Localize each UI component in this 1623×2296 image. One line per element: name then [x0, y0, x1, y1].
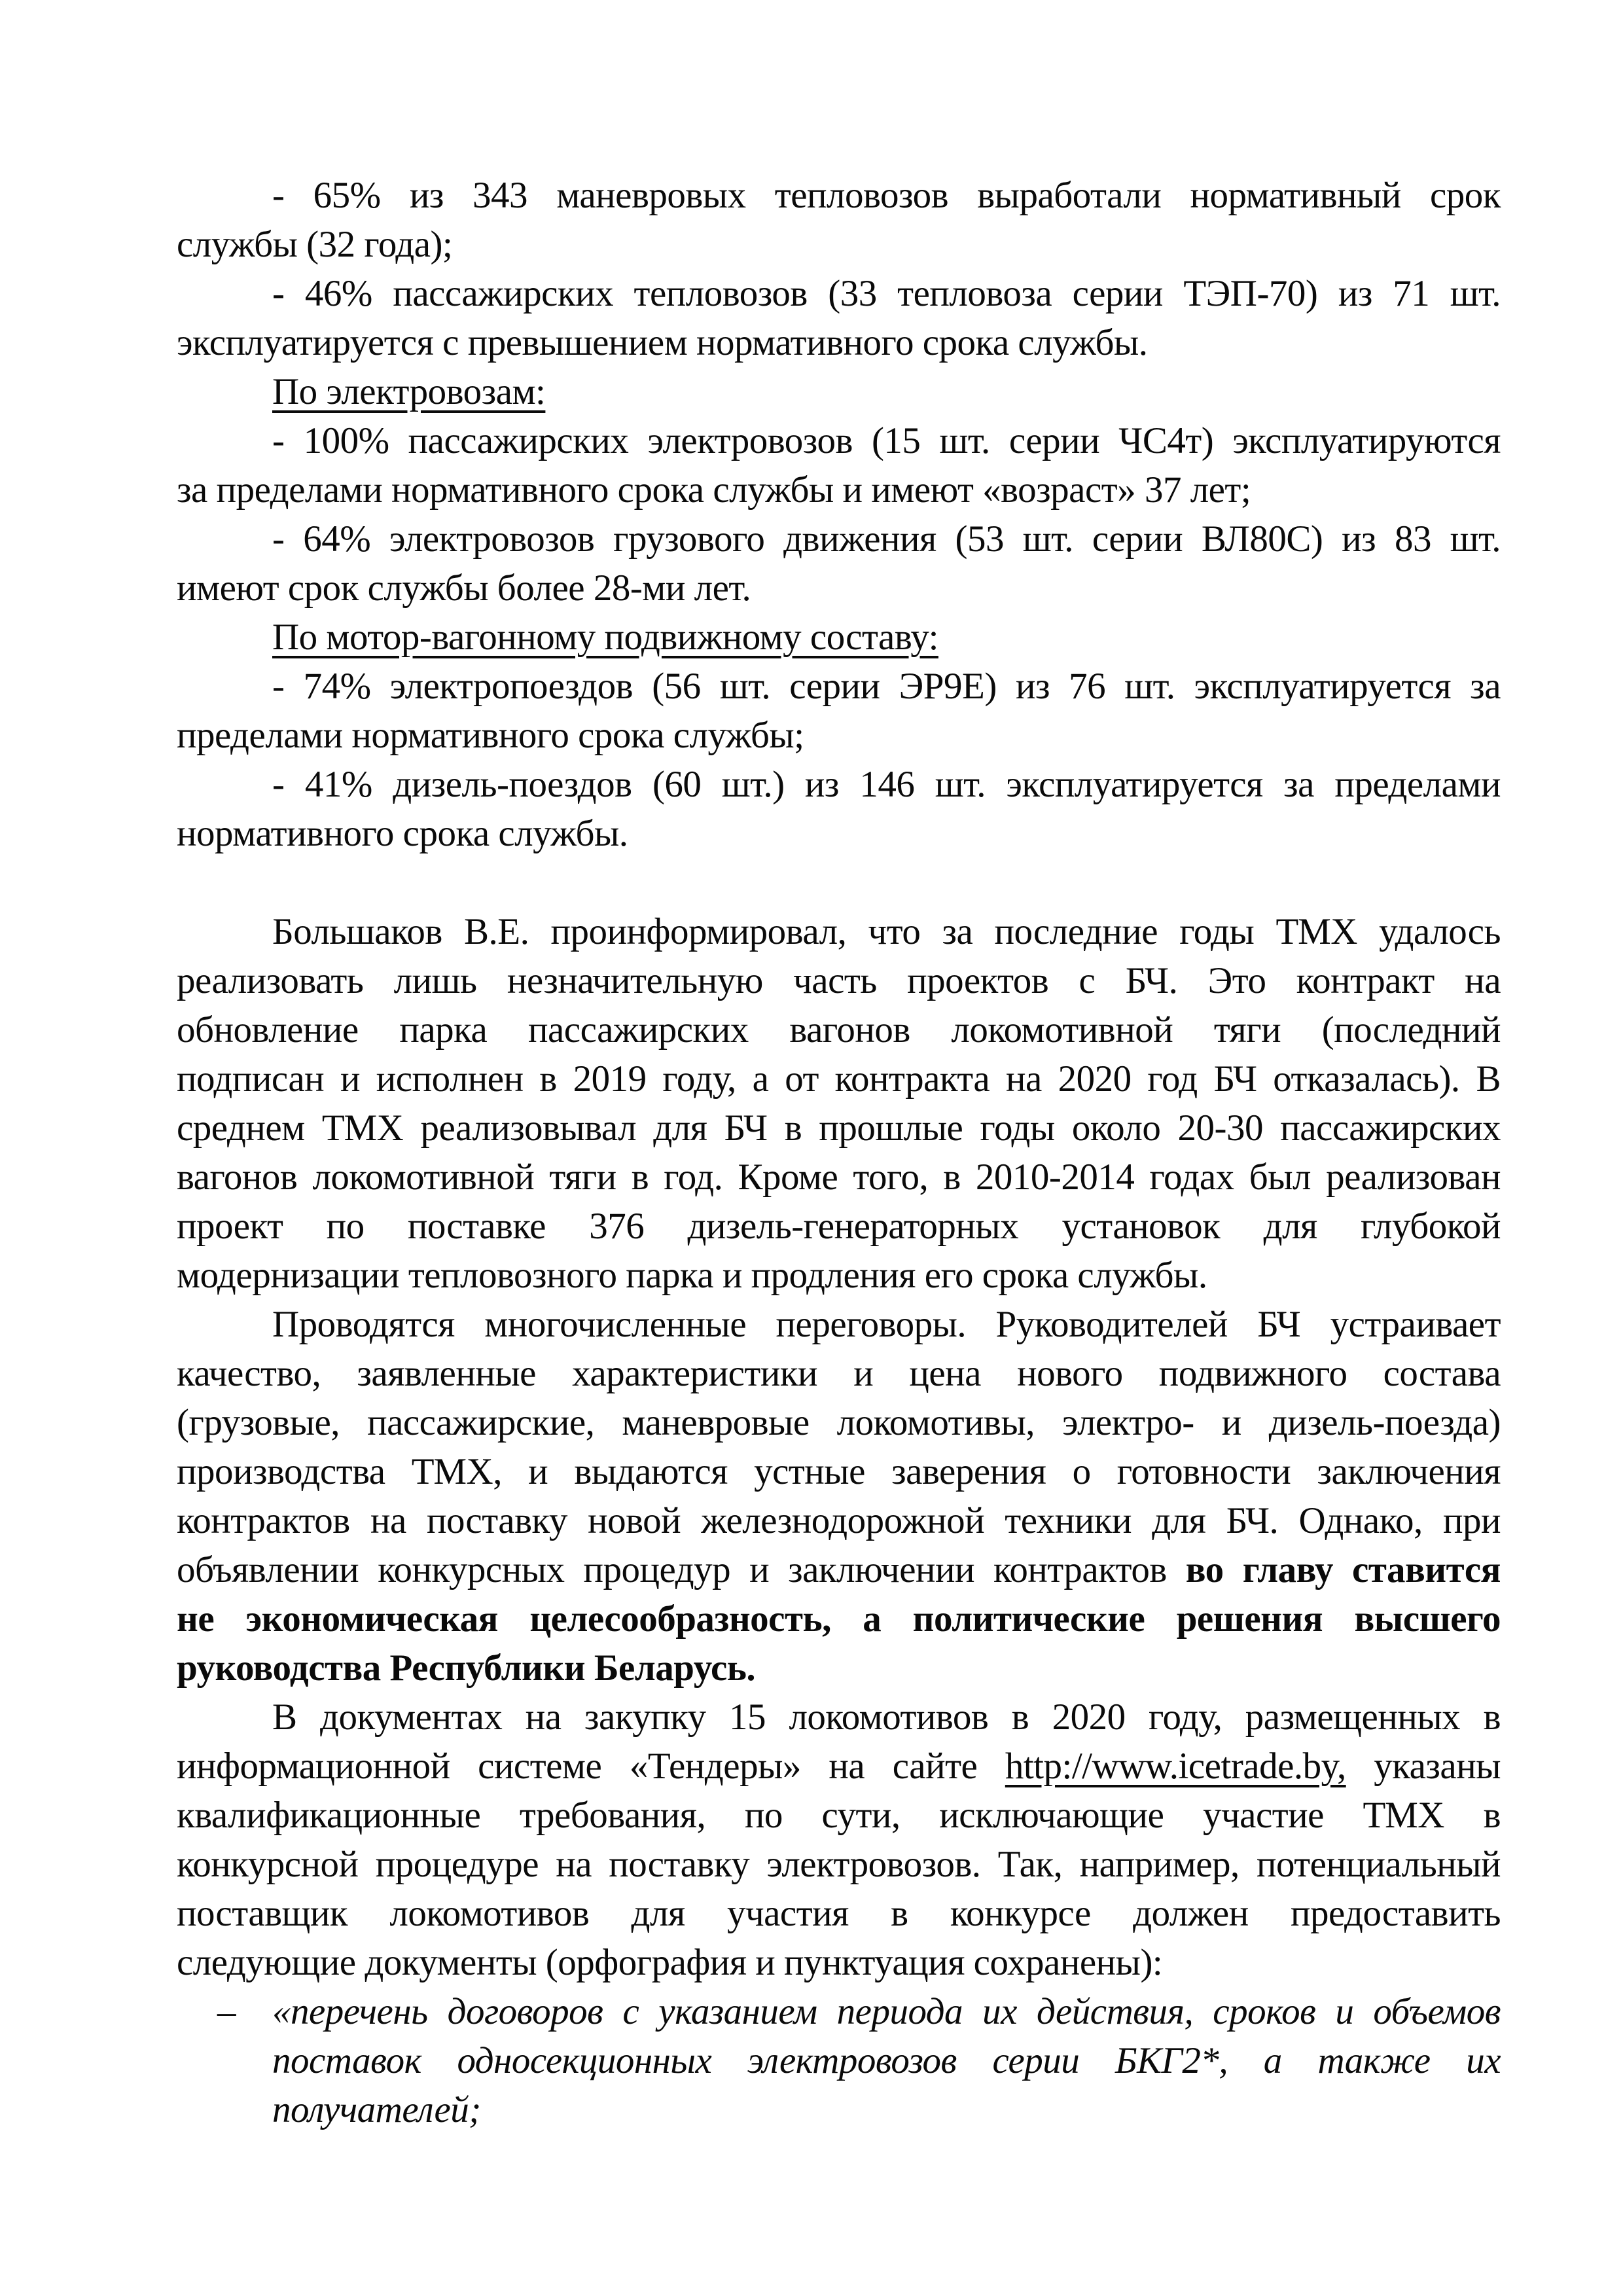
paragraph-line — [177, 662, 1501, 711]
text-run: квалификационные требования, по сути, исключающие участие ТМХ в — [177, 1795, 1501, 1836]
section-heading — [177, 613, 1501, 662]
text-run: следующие документы (орфография и пунктуация сохранены): — [177, 1942, 1163, 1983]
section-heading — [177, 367, 1501, 416]
text-run: получателей; — [272, 2089, 481, 2130]
text-run: во главу ставится — [1185, 1549, 1501, 1590]
text-run: - 65% из 343 маневровых тепловозов выработали нормативный срок — [272, 175, 1501, 216]
text-run: «перечень договоров с указанием периода их действия, сроков и объемов — [272, 1991, 1501, 2032]
paragraph-line — [177, 514, 1501, 564]
text-run: среднем ТМХ реализовывал для БЧ в прошлые годы около 20-30 пассажирских — [177, 1107, 1501, 1149]
paragraph-line — [177, 1005, 1501, 1054]
text-run: По мотор-вагонному подвижному составу: — [272, 617, 938, 658]
text-run: информационной системе «Тендеры» на сайте — [177, 1746, 1005, 1787]
text-run: - 64% электровозов грузового движения (53 шт. серии ВЛ80С) из 83 шт. — [272, 518, 1501, 560]
list-item-line — [177, 2085, 1501, 2134]
text-run: контрактов на поставку новой железнодорожной техники для БЧ. Однако, при — [177, 1500, 1501, 1541]
paragraph-line — [177, 760, 1501, 809]
paragraph-line — [177, 1693, 1501, 1742]
text-run: Проводятся многочисленные переговоры. Руководителей БЧ устраивает — [272, 1304, 1501, 1345]
text-run: объявлении конкурсных процедур и заключении контрактов — [177, 1549, 1186, 1590]
paragraph-line — [177, 1300, 1501, 1349]
text-run: модернизации тепловозного парка и продления его срока службы. — [177, 1255, 1207, 1296]
text-run: поставщик локомотивов для участия в конкурсе должен предоставить — [177, 1893, 1501, 1934]
list-item-line — [177, 1987, 1501, 2036]
paragraph-line — [177, 220, 1501, 269]
paragraph-line — [177, 1496, 1501, 1545]
paragraph-line — [177, 269, 1501, 318]
paragraph-line — [177, 171, 1501, 220]
paragraph-line — [177, 564, 1501, 613]
paragraph-line — [177, 1791, 1501, 1840]
text-run: По электровозам: — [272, 371, 546, 412]
paragraph-line — [177, 1153, 1501, 1202]
paragraph-line — [177, 1398, 1501, 1447]
paragraph-line — [177, 956, 1501, 1005]
text-run: руководства Республики Беларусь. — [177, 1647, 756, 1689]
text-run: производства ТМХ, и выдаются устные заверения о готовности заключения — [177, 1451, 1501, 1492]
text-run: не экономическая целесообразность, а политические решения высшего — [177, 1598, 1501, 1640]
paragraph-line — [177, 1202, 1501, 1251]
paragraph-line — [177, 1054, 1501, 1103]
paragraph-line — [177, 1545, 1501, 1594]
text-run: качество, заявленные характеристики и цена нового подвижного состава — [177, 1353, 1501, 1394]
text-run: за пределами нормативного срока службы и имеют «возраст» 37 лет; — [177, 469, 1251, 511]
paragraph-line — [177, 416, 1501, 465]
icetrade-link[interactable]: http://www.icetrade.by, — [1005, 1746, 1346, 1787]
text-run: - 74% электропоездов (56 шт. серии ЭР9Е) из 76 шт. эксплуатируется за — [272, 666, 1501, 707]
text-run: реализовать лишь незначительную часть проектов с БЧ. Это контракт на — [177, 960, 1501, 1001]
text-run: эксплуатируется с превышением нормативного срока службы. — [177, 322, 1148, 363]
text-run: подписан и исполнен в 2019 году, а от контракта на 2020 год БЧ отказалась). В — [177, 1058, 1501, 1100]
paragraph-line — [177, 809, 1501, 858]
paragraph-line — [177, 1643, 1501, 1693]
text-run: вагонов локомотивной тяги в год. Кроме того, в 2010-2014 годах был реализован — [177, 1157, 1501, 1198]
text-run: - 100% пассажирских электровозов (15 шт. серии ЧС4т) эксплуатируются — [272, 420, 1501, 461]
document-text — [177, 171, 1501, 2134]
paragraph-line — [177, 1103, 1501, 1153]
paragraph-line — [177, 1742, 1501, 1791]
paragraph-line — [177, 318, 1501, 367]
text-run: В документах на закупку 15 локомотивов в 2020 году, размещенных в — [272, 1696, 1501, 1738]
paragraph-line — [177, 711, 1501, 760]
list-item-line — [177, 2036, 1501, 2085]
text-run: обновление парка пассажирских вагонов локомотивной тяги (последний — [177, 1009, 1501, 1050]
text-run: пределами нормативного срока службы; — [177, 715, 804, 756]
text-run: проект по поставке 376 дизель-генераторных установок для глубокой — [177, 1206, 1501, 1247]
paragraph-line — [177, 1447, 1501, 1496]
paragraph-line — [177, 1889, 1501, 1938]
paragraph-line — [177, 465, 1501, 514]
text-run: - 46% пассажирских тепловозов (33 тепловоза серии ТЭП-70) из 71 шт. — [272, 273, 1501, 314]
text-run: Большаков В.Е. проинформировал, что за последние годы ТМХ удалось — [272, 911, 1501, 952]
paragraph-line — [177, 1251, 1501, 1300]
list-dash-marker: – — [217, 1991, 236, 2032]
text-run: поставок односекционных электровозов серии БКГ2*, а также их — [272, 2040, 1501, 2081]
text-run: службы (32 года); — [177, 224, 453, 265]
paragraph-line — [177, 1840, 1501, 1889]
paragraph-line — [177, 1594, 1501, 1643]
text-run: нормативного срока службы. — [177, 813, 628, 854]
paragraph-line — [177, 1938, 1501, 1987]
paragraph-line — [177, 1349, 1501, 1398]
paragraph-line — [177, 907, 1501, 956]
text-run: указаны — [1346, 1746, 1501, 1787]
text-run: конкурсной процедуре на поставку электровозов. Так, например, потенциальный — [177, 1844, 1501, 1885]
text-run: имеют срок службы более 28-ми лет. — [177, 567, 751, 609]
text-run: - 41% дизель-поездов (60 шт.) из 146 шт. эксплуатируется за пределами — [272, 764, 1501, 805]
paragraph-gap — [177, 858, 1501, 907]
text-run: (грузовые, пассажирские, маневровые локомотивы, электро- и дизель-поезда) — [177, 1402, 1501, 1443]
